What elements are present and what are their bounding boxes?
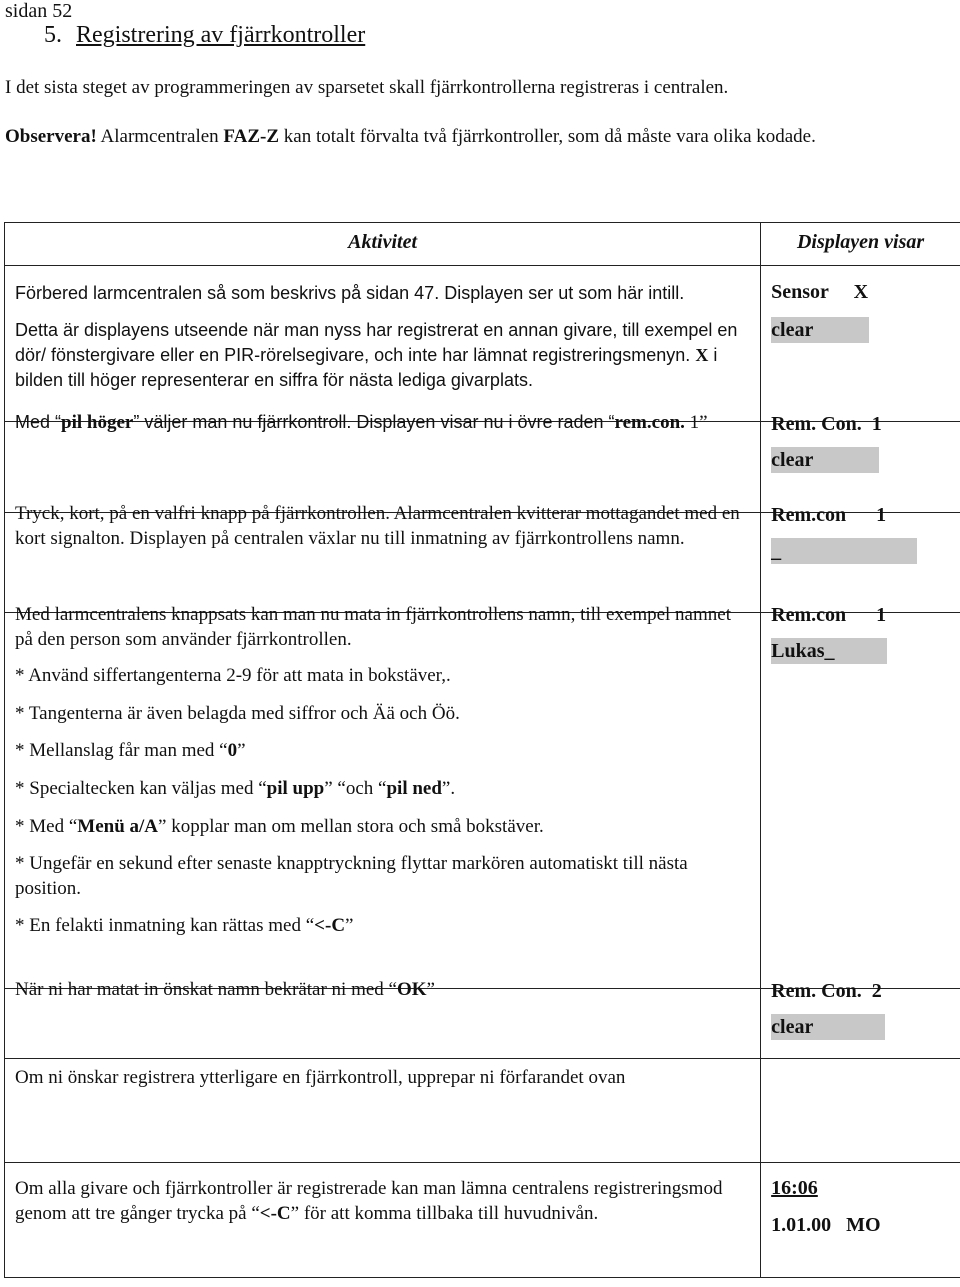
bullet-part: * Specialtecken kan väljas med “: [15, 778, 267, 799]
activity-text-part: Detta är displayens utseende när man nyss har registrerat en annan givare, till exempel en dör/ fönstergivare eller en PIR-rörelsegivare, och inte har lämnat registreringsmenyn.: [15, 320, 738, 365]
bullet-bold: <-C: [314, 915, 346, 936]
table-row: [5, 1163, 960, 1278]
bullet-item: * Ungefär en sekund efter senaste knapptryckning flyttar markören automatiskt till nästa position.: [15, 853, 688, 899]
activity-text: Tryck, kort, på en valfri knapp på fjärrkontrollen. Alarmcentralen kvitterar mottagandet med en kort signalton. Displayen på centralen växlar nu till inmatning av fjärrkontrollens namn.: [15, 503, 740, 549]
bullet-part: * Mellanslag får man med “: [15, 740, 228, 761]
bullet-part: ”: [345, 915, 354, 936]
display-line-2: clear: [771, 317, 869, 343]
activity-cell: [5, 1163, 761, 1278]
activity-text-part: 1”: [684, 412, 708, 433]
activity-text-bold: pil höger: [61, 412, 134, 433]
note-label: Observera!: [5, 126, 97, 147]
activity-text: Om ni önskar registrera ytterligare en fjärrkontroll, upprepar ni förfarandet ovan: [15, 1067, 626, 1088]
bullet-part: ”.: [441, 778, 456, 799]
table-row: [5, 422, 960, 513]
bullet-part: * Med “: [15, 816, 78, 837]
activity-text-part: ”: [426, 979, 435, 1000]
activity-text-part: ” för att komma tillbaka till huvudnivån.: [290, 1203, 599, 1224]
note-post: kan totalt förvalta två fjärrkontroller, som då måste vara olika kodade.: [279, 126, 816, 147]
activity-cell: [5, 1059, 761, 1163]
display-line-2: clear: [771, 1014, 885, 1040]
table-row: [5, 1059, 960, 1163]
display-line-2: 1.01.00 MO: [771, 1214, 881, 1236]
activity-text-part: Med “: [15, 412, 62, 432]
display-cell: [761, 1163, 960, 1278]
activity-text-bold: <-C: [259, 1203, 291, 1224]
display-cell: [761, 266, 960, 422]
display-cell: [761, 413, 960, 513]
activity-text-part: När ni har matat in önskat namn bekrätar ni med “: [15, 979, 397, 1000]
activity-cell: [5, 979, 761, 1059]
header-display: Displayen visar: [761, 223, 960, 266]
display-cell: [761, 1059, 960, 1163]
activity-cell: [5, 266, 761, 422]
section-number: 5.: [44, 22, 62, 48]
bullet-item: * Tangenterna är även belagda med siffror och Ää och Öö.: [15, 703, 460, 724]
display-cell: [761, 604, 960, 989]
bullet-part: * En felakti inmatning kan rättas med “: [15, 915, 315, 936]
activity-text: [15, 977, 750, 1002]
display-cell: [761, 980, 960, 1059]
display-line-2: Lukas_: [771, 638, 887, 664]
bullet-part: ”: [237, 740, 246, 761]
bullet-item: [15, 814, 750, 839]
activity-cell: [5, 412, 761, 513]
activity-text: Förbered larmcentralen så som beskrivs på sidan 47. Displayen ser ut som här intill.: [15, 283, 685, 303]
display-line-1: Sensor X: [771, 281, 869, 303]
bullet-item: [15, 738, 750, 763]
note-pre: Alarmcentralen: [96, 126, 224, 147]
section-title: Registrering av fjärrkontroller: [76, 22, 366, 48]
activity-text: [15, 410, 750, 435]
bullet-item: [15, 776, 750, 801]
bullet-bold: 0: [227, 740, 238, 761]
instruction-table: [4, 222, 960, 1278]
table-header-row: [5, 223, 960, 266]
display-line-2: clear: [771, 447, 879, 473]
activity-text-part: i bilden till höger representerar en siffra för nästa lediga givarplats.: [15, 345, 718, 390]
note-product: FAZ-Z: [223, 126, 280, 147]
display-line-1: Rem. Con. 2: [771, 980, 882, 1002]
display-line-1: 16:06: [771, 1177, 818, 1199]
header-activity: Aktivitet: [5, 223, 761, 266]
activity-text-part: ” väljer man nu fjärrkontroll. Displayen visar nu i övre raden “: [133, 412, 615, 432]
activity-text-bold: OK: [396, 979, 427, 1000]
note-text: [5, 126, 816, 148]
display-cell: [761, 504, 960, 613]
activity-text: [15, 1176, 750, 1226]
bullet-part: ” kopplar man om mellan stora och små bokstäver.: [158, 816, 544, 837]
table-row: [5, 989, 960, 1059]
section-heading: [44, 22, 365, 49]
bullet-bold: Menü a/A: [77, 816, 159, 837]
bullet-bold: pil upp: [266, 778, 325, 799]
display-line-1: Rem.con 1: [771, 604, 887, 626]
display-line-2: _: [771, 538, 917, 564]
table-row: [5, 613, 960, 989]
activity-text-bold: X: [695, 345, 709, 365]
bullet-item: [15, 913, 750, 938]
activity-text-part: Om alla givare och fjärrkontroller är registrerade kan man lämna centralens registreringsmod genom att tre gånger trycka på “: [15, 1178, 723, 1224]
activity-text: Med larmcentralens knappsats kan man nu mata in fjärrkontrollens namn, till exempel namnet på den person som använder fjärrkontrollen.: [15, 604, 731, 650]
page-number: sidan 52: [5, 0, 73, 22]
intro-text: I det sista steget av programmeringen av sparsetet skall fjärrkontrollerna registreras i centralen.: [5, 77, 729, 98]
bullet-item: * Använd siffertangenterna 2-9 för att mata in bokstäver,.: [15, 665, 451, 686]
activity-text: [15, 318, 750, 393]
bullet-bold: pil ned: [386, 778, 442, 799]
table-row: [5, 513, 960, 613]
activity-text-bold: rem.con.: [614, 412, 685, 433]
bullet-part: ” “och “: [324, 778, 387, 799]
activity-cell: [5, 503, 761, 613]
table-row: [5, 266, 960, 422]
display-line-1: Rem. Con. 1: [771, 413, 882, 435]
display-line-1: Rem.con 1: [771, 504, 887, 526]
activity-cell: [5, 604, 761, 989]
